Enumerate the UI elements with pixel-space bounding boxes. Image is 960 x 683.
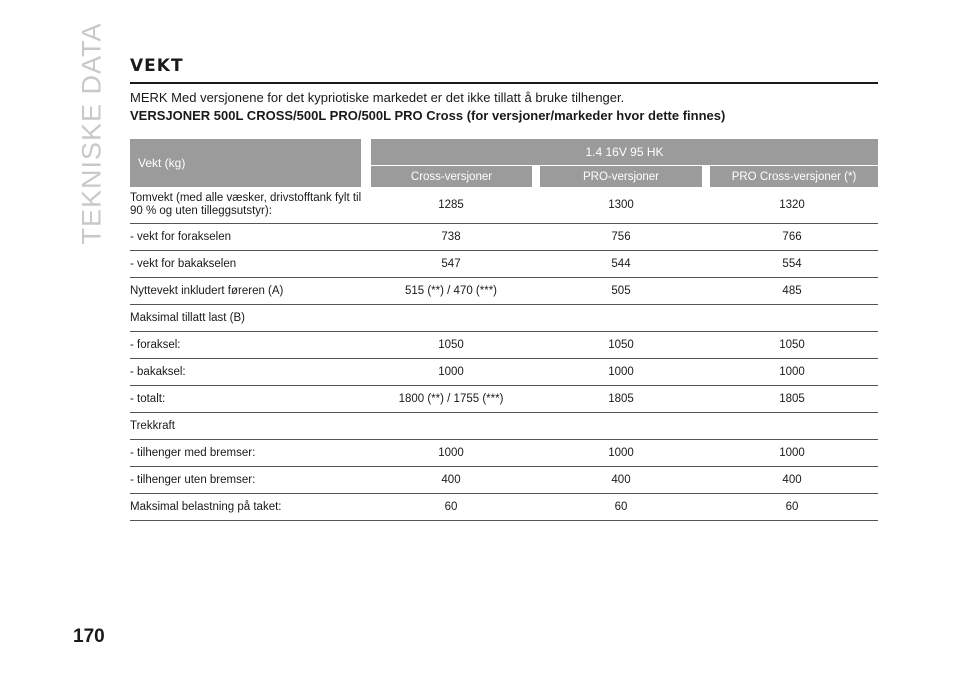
cell-value: 1805 <box>536 386 706 413</box>
cell-value <box>706 305 878 332</box>
cell-value <box>366 413 536 440</box>
column-header-pro-cross: PRO Cross-versjoner (*) <box>706 166 878 188</box>
page-title: VEKT <box>130 56 184 76</box>
cell-value: 1805 <box>706 386 878 413</box>
table-row <box>130 440 878 467</box>
cell-value: 1000 <box>366 440 536 467</box>
cell-value: 400 <box>536 467 706 494</box>
row-label: Maksimal tillatt last (B) <box>130 305 366 332</box>
table-row <box>130 251 878 278</box>
cell-value: 544 <box>536 251 706 278</box>
cell-value: 485 <box>706 278 878 305</box>
table-row <box>130 359 878 386</box>
cell-value: 547 <box>366 251 536 278</box>
weight-table <box>130 139 878 521</box>
cell-value: 554 <box>706 251 878 278</box>
cell-value: 1050 <box>706 332 878 359</box>
row-header-cell: Vekt (kg) <box>130 139 366 187</box>
cell-value: 60 <box>366 494 536 521</box>
cell-value: 1050 <box>366 332 536 359</box>
row-label: - tilhenger uten bremser: <box>130 467 366 494</box>
table-row <box>130 187 878 224</box>
row-label: Nyttevekt inkludert føreren (A) <box>130 278 366 305</box>
side-label-text: TEKNISKE DATA <box>76 22 107 245</box>
section-side-label <box>72 22 112 245</box>
column-header-cross: Cross-versjoner <box>366 166 536 188</box>
cell-value: 60 <box>536 494 706 521</box>
cell-value: 1000 <box>536 359 706 386</box>
page-number: 170 <box>73 626 105 647</box>
page-content <box>130 56 878 521</box>
row-label: - totalt: <box>130 386 366 413</box>
row-label: - vekt for bakakselen <box>130 251 366 278</box>
row-label: Trekkraft <box>130 413 366 440</box>
cell-value: 1285 <box>366 187 536 224</box>
market-note: MERK Med versjonene for det kypriotiske markedet er det ikke tillatt å bruke tilhenger. <box>130 90 625 105</box>
cell-value: 400 <box>366 467 536 494</box>
cell-value <box>536 305 706 332</box>
cell-value <box>366 305 536 332</box>
table-row <box>130 494 878 521</box>
row-label: Maksimal belastning på taket: <box>130 494 366 521</box>
row-label: - bakaksel: <box>130 359 366 386</box>
table-row <box>130 305 878 332</box>
cell-value: 400 <box>706 467 878 494</box>
engine-header: 1.4 16V 95 HK <box>366 139 878 166</box>
row-label: - vekt for forakselen <box>130 224 366 251</box>
table-row <box>130 413 878 440</box>
table-row <box>130 467 878 494</box>
row-label: - foraksel: <box>130 332 366 359</box>
cell-value: 1000 <box>706 440 878 467</box>
cell-value <box>706 413 878 440</box>
cell-value: 766 <box>706 224 878 251</box>
cell-value <box>536 413 706 440</box>
cell-value: 738 <box>366 224 536 251</box>
cell-value: 1300 <box>536 187 706 224</box>
cell-value: 60 <box>706 494 878 521</box>
row-label: - tilhenger med bremser: <box>130 440 366 467</box>
title-divider <box>130 82 878 84</box>
cell-value: 1000 <box>366 359 536 386</box>
cell-value: 1000 <box>706 359 878 386</box>
cell-value: 505 <box>536 278 706 305</box>
versions-subtitle: VERSJONER 500L CROSS/500L PRO/500L PRO Cross (for versjoner/markeder hvor dette finnes) <box>130 108 726 123</box>
table-row <box>130 224 878 251</box>
row-label: Tomvekt (med alle væsker, drivstofftank fylt til 90 % og uten tilleggsutstyr): <box>130 187 366 224</box>
cell-value: 1000 <box>536 440 706 467</box>
table-row <box>130 278 878 305</box>
cell-value: 515 (**) / 470 (***) <box>366 278 536 305</box>
column-header-pro: PRO-versjoner <box>536 166 706 188</box>
cell-value: 1320 <box>706 187 878 224</box>
table-row <box>130 386 878 413</box>
cell-value: 1050 <box>536 332 706 359</box>
cell-value: 756 <box>536 224 706 251</box>
table-row <box>130 332 878 359</box>
cell-value: 1800 (**) / 1755 (***) <box>366 386 536 413</box>
